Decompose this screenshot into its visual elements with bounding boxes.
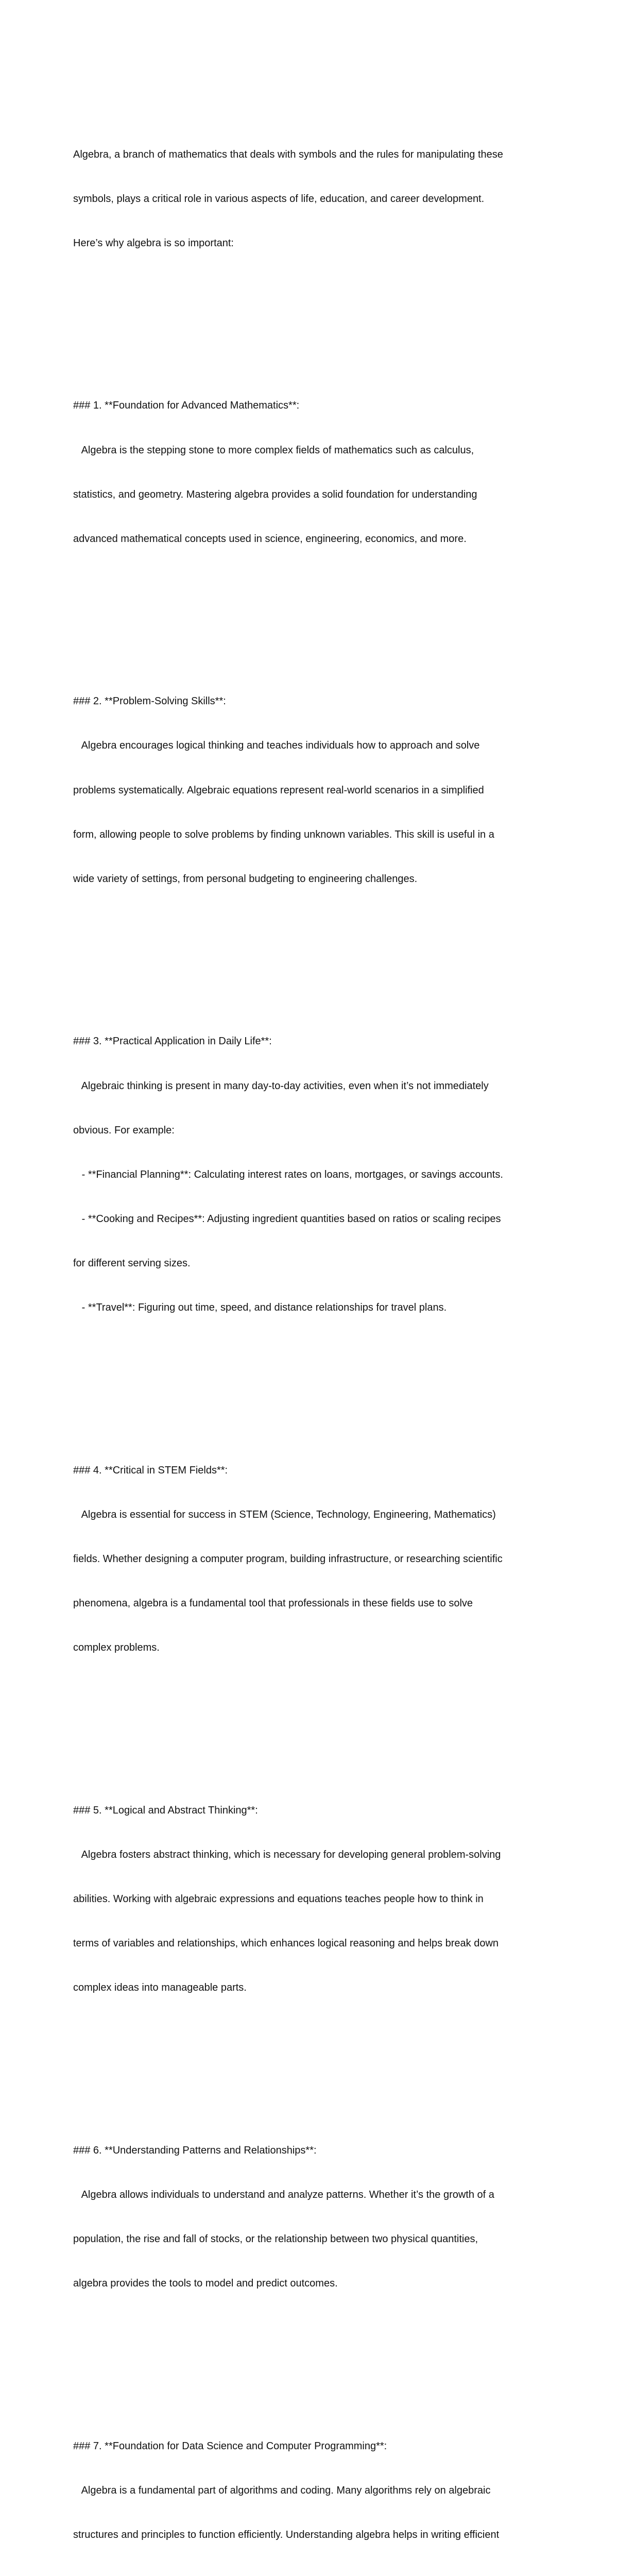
blank-line [73,1715,552,1730]
text-line: structures and principles to function efficiently. Understanding algebra helps in writing efficient [73,2529,500,2541]
text-line: population, the rise and fall of stocks, or the relationship between two physical quantities, [73,2233,478,2245]
blank-line [73,945,552,960]
section-heading: ### 4. **Critical in STEM Fields**: [73,1464,228,1476]
text-line: abilities. Working with algebraic expressions and equations teaches people how to think in [73,1893,484,1905]
section-heading: ### 7. **Foundation for Data Science and Computer Programming**: [73,2440,387,2452]
bullet-line: - **Financial Planning**: Calculating interest rates on loans, mortgages, or savings accounts. [73,1168,503,1180]
text-line: fields. Whether designing a computer program, building infrastructure, or researching scientific [73,1553,503,1565]
text-line: terms of variables and relationships, which enhances logical reasoning and helps break down [73,1938,499,1950]
intro-paragraph [73,117,552,280]
blank-line [73,605,552,620]
text-line: wide variety of settings, from personal budgeting to engineering challenges. [73,873,418,885]
text-line: problems systematically. Algebraic equations represent real-world scenarios in a simplified [73,784,484,796]
text-line: obvious. For example: [73,1124,175,1136]
section-heading: ### 5. **Logical and Abstract Thinking**: [73,1804,258,1816]
text-line: symbols, plays a critical role in various aspects of life, education, and career development. [73,193,485,205]
text-line: Algebraic thinking is present in many day-to-day activities, even when it’s not immediately [73,1080,489,1092]
text-line: Algebra fosters abstract thinking, which is necessary for developing general problem-solving [73,1849,501,1860]
bullet-line: - **Cooking and Recipes**: Adjusting ingredient quantities based on ratios or scaling recipes [73,1213,501,1225]
text-line: complex problems. [73,1642,160,1654]
text-line: Algebra, a branch of mathematics that deals with symbols and the rules for manipulating these [73,148,503,160]
text-line: Algebra is a fundamental part of algorithms and coding. Many algorithms rely on algebraic [73,2484,491,2496]
text-line: Algebra is essential for success in STEM (Science, Technology, Engineering, Mathematics) [73,1509,496,1520]
section-heading: ### 3. **Practical Application in Daily Life**: [73,1036,272,1047]
blank-line [73,2055,552,2070]
text-line: Algebra allows individuals to understand and analyze patterns. Whether it’s the growth of a [73,2189,494,2200]
section-5 [73,1773,552,2025]
section-3 [73,1005,552,1345]
bullet-line: - **Travel**: Figuring out time, speed, and distance relationships for travel plans. [73,1302,447,1314]
text-line: phenomena, algebra is a fundamental tool that professionals in these fields use to solve [73,1598,473,1609]
blank-line [73,310,552,325]
section-1 [73,369,552,576]
section-heading: ### 6. **Understanding Patterns and Relationships**: [73,2144,317,2156]
text-line: form, allowing people to solve problems by finding unknown variables. This skill is useful in a [73,828,494,840]
text-line: advanced mathematical concepts used in science, engineering, economics, and more. [73,533,467,545]
section-heading: ### 1. **Foundation for Advanced Mathematics**: [73,400,300,412]
blank-line [73,2350,552,2365]
text-line: statistics, and geometry. Mastering algebra provides a solid foundation for understanding [73,488,477,500]
text-line: Algebra is the stepping stone to more complex fields of mathematics such as calculus, [73,444,474,456]
document-body [73,73,552,2576]
text-line: algebra provides the tools to model and predict outcomes. [73,2278,338,2290]
blank-line [73,1375,552,1389]
text-line: complex ideas into manageable parts. [73,1982,247,1994]
section-heading: ### 2. **Problem-Solving Skills**: [73,696,226,707]
section-2 [73,665,552,916]
section-4 [73,1433,552,1685]
section-6 [73,2113,552,2320]
text-line: Algebra encourages logical thinking and teaches individuals how to approach and solve [73,740,480,752]
text-line: Here’s why algebra is so important: [73,237,234,249]
text-line: for different serving sizes. [73,1257,191,1269]
section-7 [73,2409,552,2572]
